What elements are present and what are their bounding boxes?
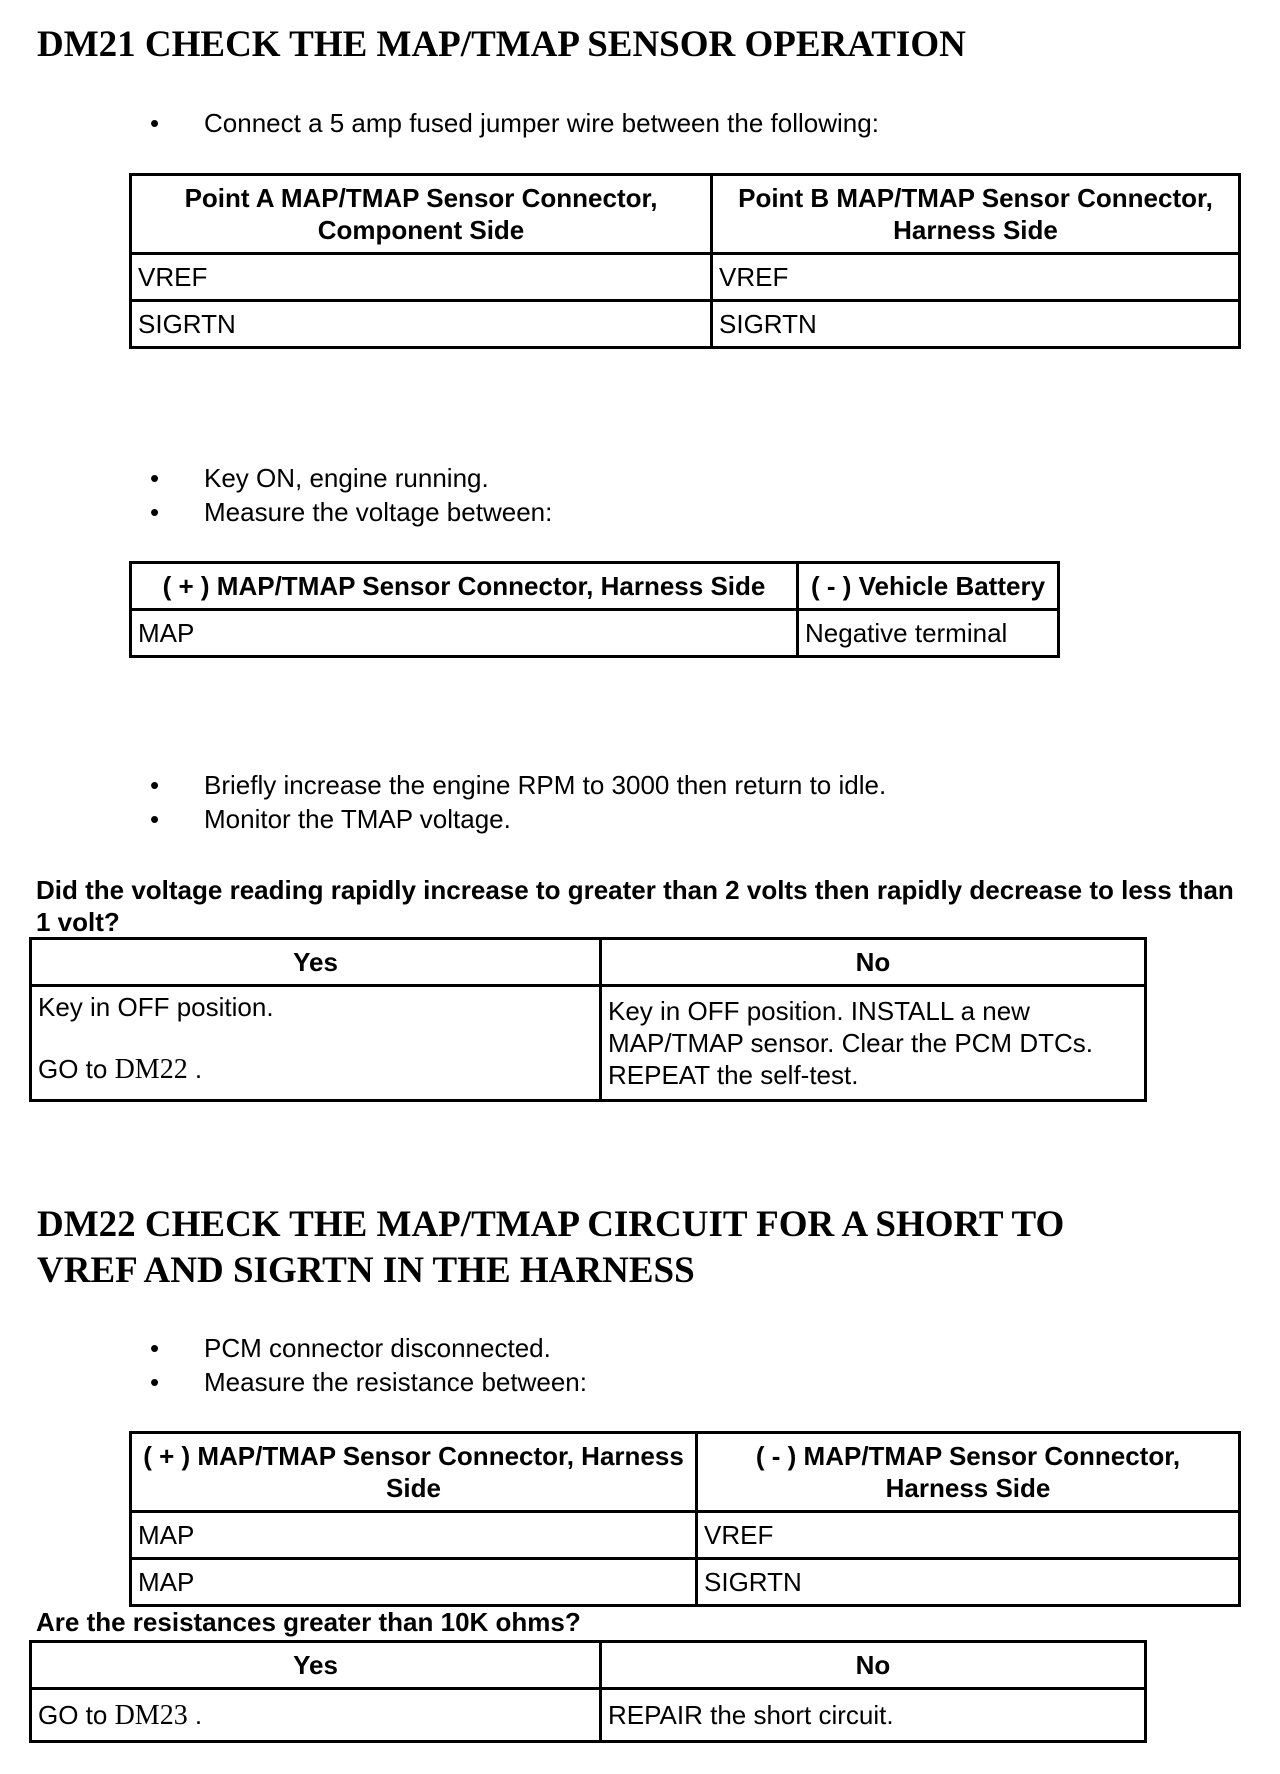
yes-goto [38, 1053, 593, 1086]
bullet-item: • Measure the voltage between: [150, 495, 552, 529]
no-header: No [601, 1642, 1146, 1689]
table-header: ( - ) Vehicle Battery [798, 563, 1059, 610]
yes-header: Yes [31, 1642, 601, 1689]
bullet-item: • Measure the resistance between: [150, 1365, 587, 1399]
dm22-heading-line1: DM22 CHECK THE MAP/TMAP CIRCUIT FOR A SHORT TO [37, 1204, 1065, 1245]
bullet-item: • PCM connector disconnected. [150, 1331, 587, 1365]
table-header: Point A MAP/TMAP Sensor Connector, Component Side [131, 175, 712, 254]
table-cell: VREF [712, 254, 1240, 301]
dm22-question: Are the resistances greater than 10K ohms? [36, 1607, 581, 1637]
dm21-heading: DM21 CHECK THE MAP/TMAP SENSOR OPERATION [37, 24, 966, 65]
table-header: Point B MAP/TMAP Sensor Connector, Harness Side [712, 175, 1240, 254]
table-cell: Negative terminal [798, 610, 1059, 657]
dm22-heading [37, 1202, 1064, 1294]
table-cell: VREF [131, 254, 712, 301]
dm22-bullets [150, 1331, 587, 1399]
dm22-result-table [29, 1640, 1147, 1743]
goto-dm23-link[interactable]: DM23 [114, 1699, 188, 1731]
dm21-bullets-3 [150, 768, 886, 836]
bullet-item: • Monitor the TMAP voltage. [150, 802, 886, 836]
table-cell: MAP [131, 1512, 697, 1559]
bullet-item: • Key ON, engine running. [150, 461, 552, 495]
table-cell: MAP [131, 1559, 697, 1606]
yes-header: Yes [31, 939, 601, 986]
goto-suffix: . [187, 1699, 203, 1730]
table-header: ( - ) MAP/TMAP Sensor Connector, Harness Side [697, 1433, 1240, 1512]
dm21-result-table [29, 937, 1147, 1102]
table-header: ( + ) MAP/TMAP Sensor Connector, Harness Side [131, 563, 798, 610]
goto-prefix: GO to [38, 1699, 115, 1730]
dm22-heading-line2: VREF AND SIGRTN IN THE HARNESS [37, 1250, 695, 1291]
yes-instruction: Key in OFF position. [38, 992, 274, 1022]
goto-prefix: GO to [38, 1054, 115, 1084]
table-cell: SIGRTN [697, 1559, 1240, 1606]
voltage-table [129, 561, 1060, 658]
bullet-item: • Connect a 5 amp fused jumper wire between the following: [150, 106, 879, 140]
resistance-table [129, 1431, 1241, 1607]
jumper-table [129, 173, 1241, 349]
dm21-bullets-2 [150, 461, 552, 529]
yes-cell [31, 1689, 601, 1742]
goto-suffix: . [187, 1054, 203, 1084]
goto-dm22-link[interactable]: DM22 [114, 1054, 188, 1085]
table-cell: MAP [131, 610, 798, 657]
no-cell: REPAIR the short circuit. [601, 1689, 1146, 1742]
table-cell: SIGRTN [131, 301, 712, 348]
no-header: No [601, 939, 1146, 986]
table-cell: SIGRTN [712, 301, 1240, 348]
bullet-item: • Briefly increase the engine RPM to 3000 then return to idle. [150, 768, 886, 802]
dm21-bullets-1 [150, 106, 879, 140]
yes-cell [31, 986, 601, 1101]
table-header: ( + ) MAP/TMAP Sensor Connector, Harness Side [131, 1433, 697, 1512]
dm21-question: Did the voltage reading rapidly increase to greater than 2 volts then rapidly decrease to less than 1 volt? [36, 875, 1234, 937]
no-cell: Key in OFF position. INSTALL a new MAP/TMAP sensor. Clear the PCM DTCs. REPEAT the self-test. [601, 986, 1146, 1101]
table-cell: VREF [697, 1512, 1240, 1559]
